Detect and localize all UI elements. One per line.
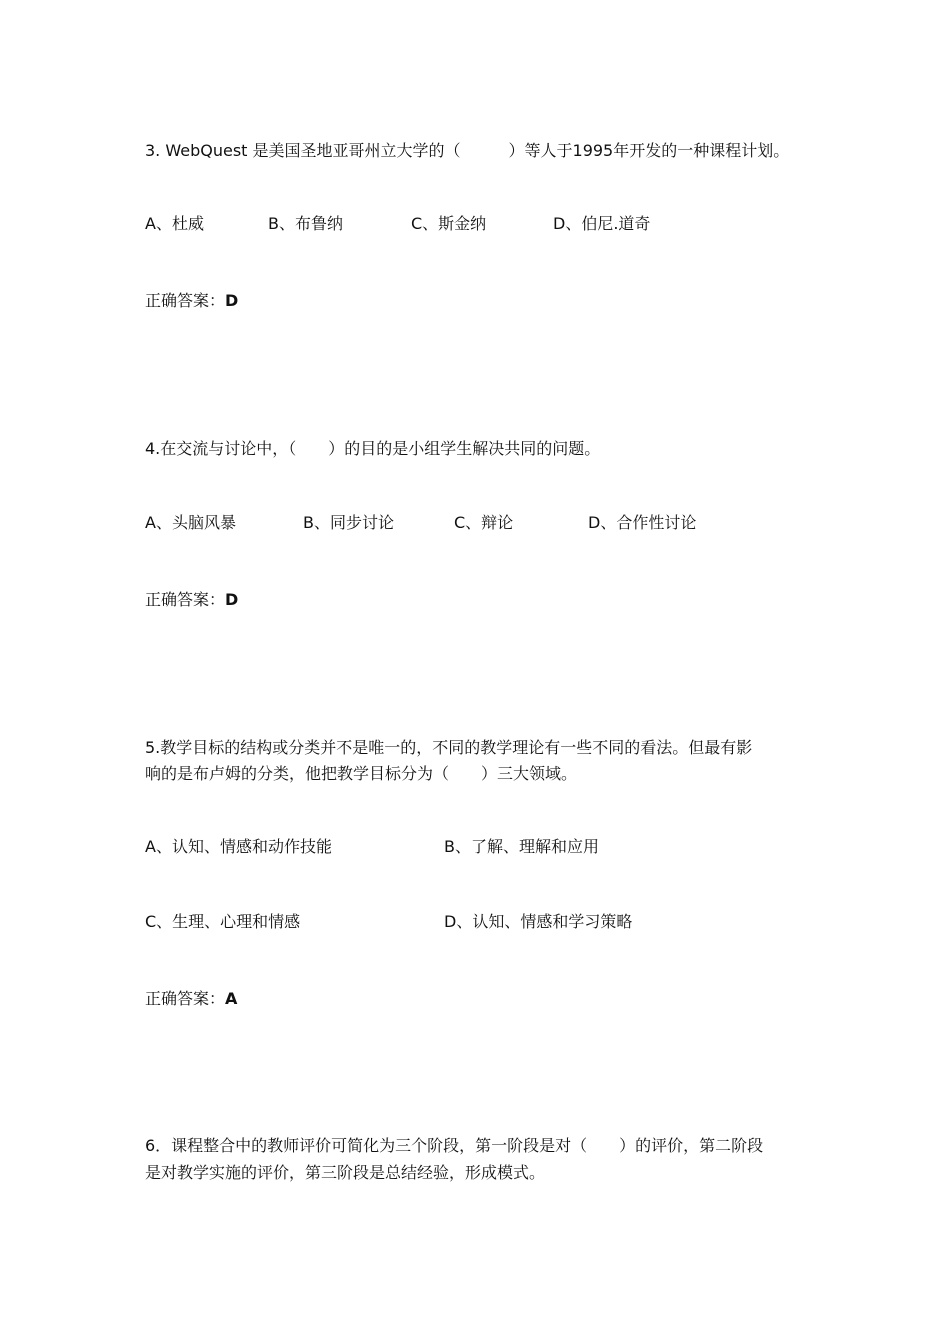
answer-value: A	[225, 989, 238, 1008]
question-6-stem-line-1: 6．课程整合中的教师评价可简化为三个阶段，第一阶段是对（ ）的评价，第二阶段	[145, 1136, 764, 1155]
question-5-stem-line-2: 响的是布卢姆的分类，他把教学目标分为（ ）三大领域。	[145, 764, 578, 783]
answer-label: 正确答案：	[145, 291, 226, 310]
answer-value: D	[225, 590, 239, 609]
question-3-option-c: C、斯金纳	[411, 214, 487, 233]
question-4-stem: 4.在交流与讨论中，（ ）的目的是小组学生解决共同的问题。	[145, 439, 601, 458]
question-5-option-b: B、了解、理解和应用	[444, 837, 599, 856]
question-3-answer	[145, 289, 238, 313]
answer-label: 正确答案：	[145, 590, 226, 609]
answer-label: 正确答案：	[145, 989, 226, 1008]
question-4-option-a: A、头脑风暴	[145, 513, 236, 532]
question-4-option-c: C、辩论	[454, 513, 514, 532]
question-3-option-a: A、杜威	[145, 214, 204, 233]
question-4-option-d: D、合作性讨论	[588, 513, 697, 532]
question-5-option-a: A、认知、情感和动作技能	[145, 837, 332, 856]
question-5-answer	[145, 987, 237, 1011]
question-5-option-d: D、认知、情感和学习策略	[444, 912, 633, 931]
question-6-stem-line-2: 是对教学实施的评价，第三阶段是总结经验，形成模式。	[145, 1163, 546, 1182]
question-3-stem: 3. WebQuest 是美国圣地亚哥州立大学的（ ）等人于1995年开发的一种课程计划。	[145, 141, 790, 160]
question-5-option-c: C、生理、心理和情感	[145, 912, 301, 931]
question-4-answer	[145, 588, 238, 612]
question-5-stem-line-1: 5.教学目标的结构或分类并不是唯一的，不同的教学理论有一些不同的看法。但最有影	[145, 738, 753, 757]
answer-value: D	[225, 291, 239, 310]
question-4-option-b: B、同步讨论	[303, 513, 394, 532]
question-3-option-d: D、伯尼.道奇	[553, 214, 651, 233]
question-3-option-b: B、布鲁纳	[268, 214, 343, 233]
